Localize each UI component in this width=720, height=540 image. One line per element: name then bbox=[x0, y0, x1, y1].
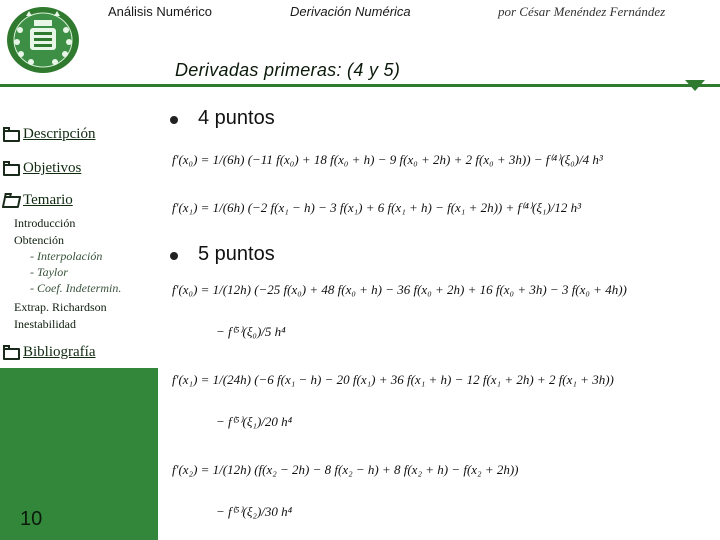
title-band bbox=[0, 58, 720, 86]
submenu-taylor[interactable]: - Taylor bbox=[30, 265, 68, 279]
sidebar bbox=[0, 88, 158, 540]
bullet-icon bbox=[170, 116, 178, 124]
sidebar-item-descripcion[interactable] bbox=[3, 126, 95, 143]
sidebar-item-label: Objetivos bbox=[23, 160, 82, 176]
slide-title: Derivadas primeras: (4 y 5) bbox=[175, 60, 401, 80]
sidebar-item-label: Temario bbox=[23, 192, 73, 208]
sidebar-item-label: Descripción bbox=[23, 126, 96, 142]
page-number: 10 bbox=[20, 508, 43, 530]
formula-5p-x0: f′(x₀) = 1/(12h) (−25 f(x₀) + 48 f(x₀ + h) − 36 f(x₀ + 2h) + 16 f(x₀ + 3h) − 3 f(x₀ + 4h)) bbox=[172, 282, 627, 297]
formula-5p-x1-error: − f⁽⁵⁾(ξ₁)/20 h⁴ bbox=[216, 414, 293, 429]
course-title: Análisis Numérico bbox=[108, 4, 213, 19]
folder-icon bbox=[3, 164, 20, 176]
formula-5p-x1: f′(x₁) = 1/(24h) (−6 f(x₁ − h) − 20 f(x₁) + 36 f(x₁ + h) − 12 f(x₁ + 2h) + 2 f(x₁ + 3h)) bbox=[172, 372, 614, 387]
bullet-5-puntos: 5 puntos bbox=[198, 243, 275, 265]
folder-icon bbox=[3, 130, 20, 142]
title-underline bbox=[0, 84, 720, 87]
submenu-coef-indetermin[interactable]: - Coef. Indetermin. bbox=[30, 281, 122, 295]
submenu-extrap-richardson[interactable]: Extrap. Richardson bbox=[14, 300, 107, 314]
sidebar-item-label: Bibliografía bbox=[23, 344, 96, 360]
author-credit: por César Menéndez Fernández bbox=[498, 4, 666, 19]
folder-icon bbox=[3, 348, 20, 360]
bullet-4-puntos: 4 puntos bbox=[198, 107, 275, 129]
formula-4p-x0: f′(x₀) = 1/(6h) (−11 f(x₀) + 18 f(x₀ + h) − 9 f(x₀ + 2h) + 2 f(x₀ + 3h)) − f⁽⁴⁾(ξ₀)/4 h³ bbox=[172, 152, 603, 167]
sidebar-item-temario[interactable] bbox=[3, 192, 73, 209]
formula-5p-x2-error: − f⁽⁵⁾(ξ₂)/30 h⁴ bbox=[216, 504, 293, 519]
header bbox=[0, 0, 720, 30]
submenu-inestabilidad[interactable]: Inestabilidad bbox=[14, 317, 76, 331]
open-folder-icon bbox=[2, 196, 22, 208]
slide-content bbox=[158, 88, 720, 540]
sidebar-item-bibliografia[interactable] bbox=[3, 344, 95, 361]
formula-5p-x0-error: − f⁽⁵⁾(ξ₀)/5 h⁴ bbox=[216, 324, 286, 339]
submenu-obtencion[interactable]: Obtención bbox=[14, 233, 64, 247]
formula-5p-x2: f′(x₂) = 1/(12h) (f(x₂ − 2h) − 8 f(x₂ − h) + 8 f(x₂ + h) − f(x₂ + 2h)) bbox=[172, 462, 519, 477]
submenu-introduccion[interactable]: Introducción bbox=[14, 216, 76, 230]
submenu-interpolacion[interactable]: - Interpolación bbox=[30, 249, 103, 263]
formula-4p-x1: f′(x₁) = 1/(6h) (−2 f(x₁ − h) − 3 f(x₁) + 6 f(x₁ + h) − f(x₁ + 2h)) + f⁽⁴⁾(ξ₁)/12 h³ bbox=[172, 200, 582, 215]
bullet-icon bbox=[170, 252, 178, 260]
chapter-title: Derivación Numérica bbox=[290, 4, 411, 19]
sidebar-item-objetivos[interactable] bbox=[3, 160, 81, 177]
